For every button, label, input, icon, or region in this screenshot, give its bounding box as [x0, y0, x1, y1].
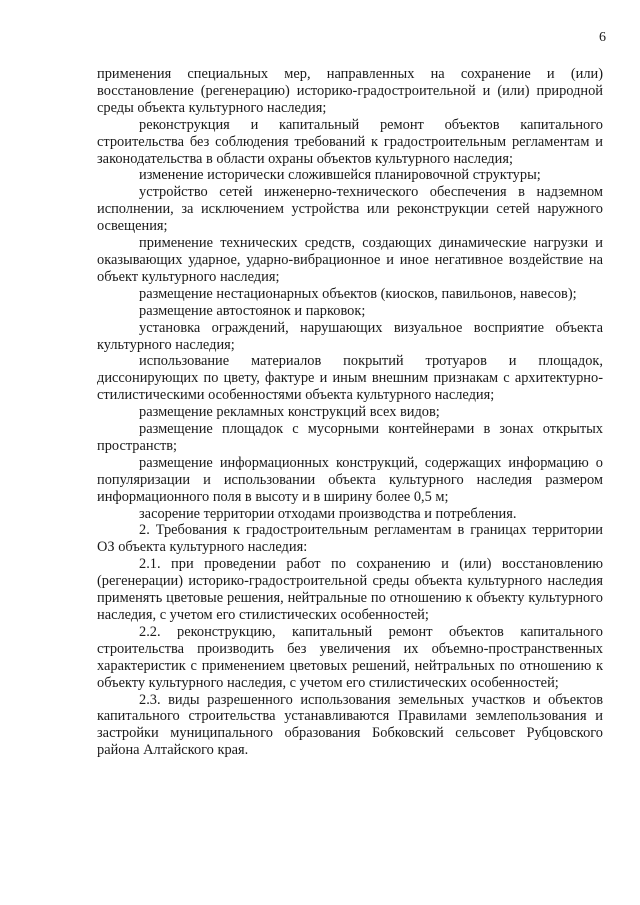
page-number: 6	[599, 30, 606, 45]
paragraph-1: применения специальных мер, направленных на сохранение и (или) восстановление (регенерацию) историко-градостроительной и (или) природной среды объекта культурного наследия;	[97, 66, 603, 116]
document-body	[97, 66, 603, 759]
paragraph-2: реконструкция и капитальный ремонт объектов капитального строительства без соблюдения требований к градостроительным регламентам и законодательства в области охраны объектов культурного наследия;	[97, 116, 603, 167]
paragraph-4: устройство сетей инженерно-технического обеспечения в надземном исполнении, за исключением устройства или реконструкции сетей наружного освещения;	[97, 184, 603, 235]
paragraph-5: применение технических средств, создающих динамические нагрузки и оказывающих ударное, ударно-вибрационное и иное негативное воздействие на объект культурного наследия;	[97, 235, 603, 285]
paragraph-2-2: 2.2. реконструкцию, капитальный ремонт объектов капитального строительства производить без увеличения их объемно-пространственных характеристик с применением цветовых решений, нейтральных по отношению к объекту культурного наследия, с учетом его стилистических особенностей;	[97, 623, 603, 691]
paragraph-12: размещение информационных конструкций, содержащих информацию о популяризации и использовании объекта культурного наследия размером информационного поля в высоту и в ширину более 0,5 м;	[97, 454, 603, 505]
paragraph-7: размещение автостоянок и парковок;	[139, 302, 366, 319]
paragraph-11: размещение площадок с мусорными контейнерами в зонах открытых пространств;	[97, 421, 603, 454]
paragraph-8: установка ограждений, нарушающих визуальное восприятие объекта культурного наследия;	[97, 319, 603, 353]
paragraph-13: засорение территории отходами производства и потребления.	[139, 505, 517, 522]
paragraph-2-3: 2.3. виды разрешенного использования земельных участков и объектов капитального строительства устанавливаются Правилами землепользования и застройки муниципального образования Бобковский сельсовет Рубцовского района Алтайского края.	[97, 691, 603, 759]
paragraph-9: использование материалов покрытий тротуаров и площадок, диссонирующих по цвету, фактуре и иным внешним признакам с архитектурно-стилистическими особенностями объекта культурного наследия;	[97, 353, 603, 404]
paragraph-10: размещение рекламных конструкций всех видов;	[139, 404, 440, 421]
paragraph-6: размещение нестационарных объектов (киосков, павильонов, навесов);	[139, 285, 577, 302]
paragraph-2-1: 2.1. при проведении работ по сохранению и (или) восстановлению (регенерации) историко-градостроительной среды объекта культурного наследия применять цветовые решения, нейтральные по отношению к объекту культурного наследия, с учетом его стилистических особенностей;	[97, 556, 603, 623]
paragraph-3: изменение исторически сложившейся планировочной структуры;	[139, 167, 541, 184]
section-2-heading: 2. Требования к градостроительным регламентам в границах территории ОЗ объекта культурного наследия:	[97, 522, 603, 556]
